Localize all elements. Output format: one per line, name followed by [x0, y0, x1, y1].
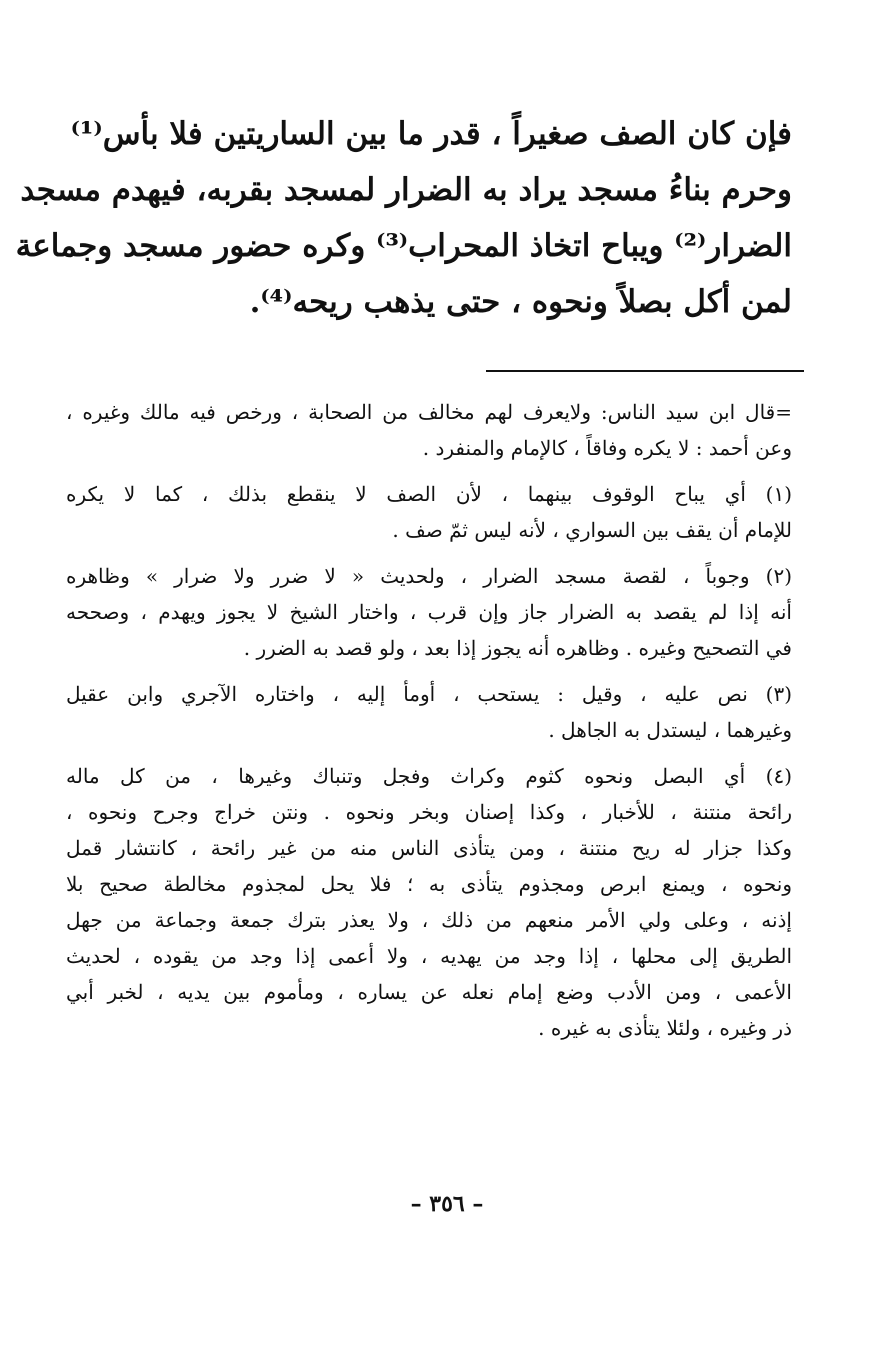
footnote-line: ونحوه ، ويمنع ابرص ومجذوم يتأذى به ؛ فلا يحل لمجذوم مخالطة صحيح بلا — [66, 872, 792, 896]
footnote-line: (٢) وجوباً ، لقصة مسجد الضرار ، ولحديث « لا ضرر ولا ضرار » وظاهره — [66, 564, 792, 588]
main-text-line: لمن أكل بصلاً ونحوه ، حتى يذهب ريحه⁽⁴⁾. — [249, 284, 792, 320]
main-text — [15, 106, 792, 330]
footnote-line: الأعمى ، ومن الأدب وضع إمام نعله عن يساره ، ومأموم بين يديه ، لخبر أبي — [66, 980, 792, 1004]
footnote-continuation — [66, 394, 792, 466]
footnote-line: ذر وغيره ، ولئلا يتأذى به غيره . — [538, 1016, 792, 1040]
footnote-line: (٣) نص عليه ، وقيل : يستحب ، أومأ إليه ، واختاره الآجري وابن عقيل — [66, 682, 792, 706]
footnote-line: أنه إذا لم يقصد به الضرار جاز وإن قرب ، واختار الشيخ لا يجوز ويهدم ، وصححه — [66, 600, 792, 624]
footnote-line: وغيرهما ، ليستدل به الجاهل . — [548, 718, 792, 742]
footnote-line: رائحة منتنة ، للأخبار ، وكذا إصنان وبخر ونحوه . ونتن خراج وجرح ونحوه ، — [66, 800, 792, 824]
footnote-1 — [66, 476, 792, 548]
footnote-line: (٤) أي البصل ونحوه كثوم وكراث وفجل وتنباك وغيرها ، من كل ماله — [66, 764, 792, 788]
footnote-line: للإمام أن يقف بين السواري ، لأنه ليس ثمّ صف . — [392, 518, 792, 542]
footnote-line: وكذا جزار له ريح منتنة ، ومن يتأذى الناس منه من غير رائحة ، كانتشار قمل — [66, 836, 792, 860]
footnotes — [66, 394, 792, 1056]
footnote-divider — [486, 370, 804, 372]
footnote-line: =قال ابن سيد الناس: ولايعرف لهم مخالف من الصحابة ، ورخص فيه مالك وغيره ، — [66, 400, 792, 424]
footnote-line: (١) أي يباح الوقوف بينهما ، لأن الصف لا ينقطع بذلك ، كما لا يكره — [66, 482, 792, 506]
footnote-line: في التصحيح وغيره . وظاهره أنه يجوز إذا بعد ، ولو قصد به الضرر . — [243, 636, 792, 660]
footnote-3 — [66, 676, 792, 748]
main-text-line: وحرم بناءُ مسجد يراد به الضرار لمسجد بقربه، فيهدم مسجد — [20, 172, 792, 208]
footnote-4 — [66, 758, 792, 1046]
footnote-line: وعن أحمد : لا يكره وفاقاً ، كالإمام والمنفرد . — [422, 436, 792, 460]
main-text-line: فإن كان الصف صغيراً ، قدر ما بين الساريتين فلا بأس⁽¹⁾ — [70, 116, 792, 152]
footnote-line: الطريق إلى محلها ، إذا وجد من يهديه ، ولا أعمى إذا وجد من يقوده ، لحديث — [66, 944, 792, 968]
main-text-line: الضرار⁽²⁾ ويباح اتخاذ المحراب⁽³⁾ وكره حضور مسجد وجماعة — [15, 228, 792, 264]
footnote-2 — [66, 558, 792, 666]
footnote-line: إذنه ، وعلى ولي الأمر منعهم من ذلك ، ولا يعذر بترك جمعة وجماعة من جهل — [66, 908, 792, 932]
page-number: – ٣٥٦ – — [410, 1191, 484, 1217]
